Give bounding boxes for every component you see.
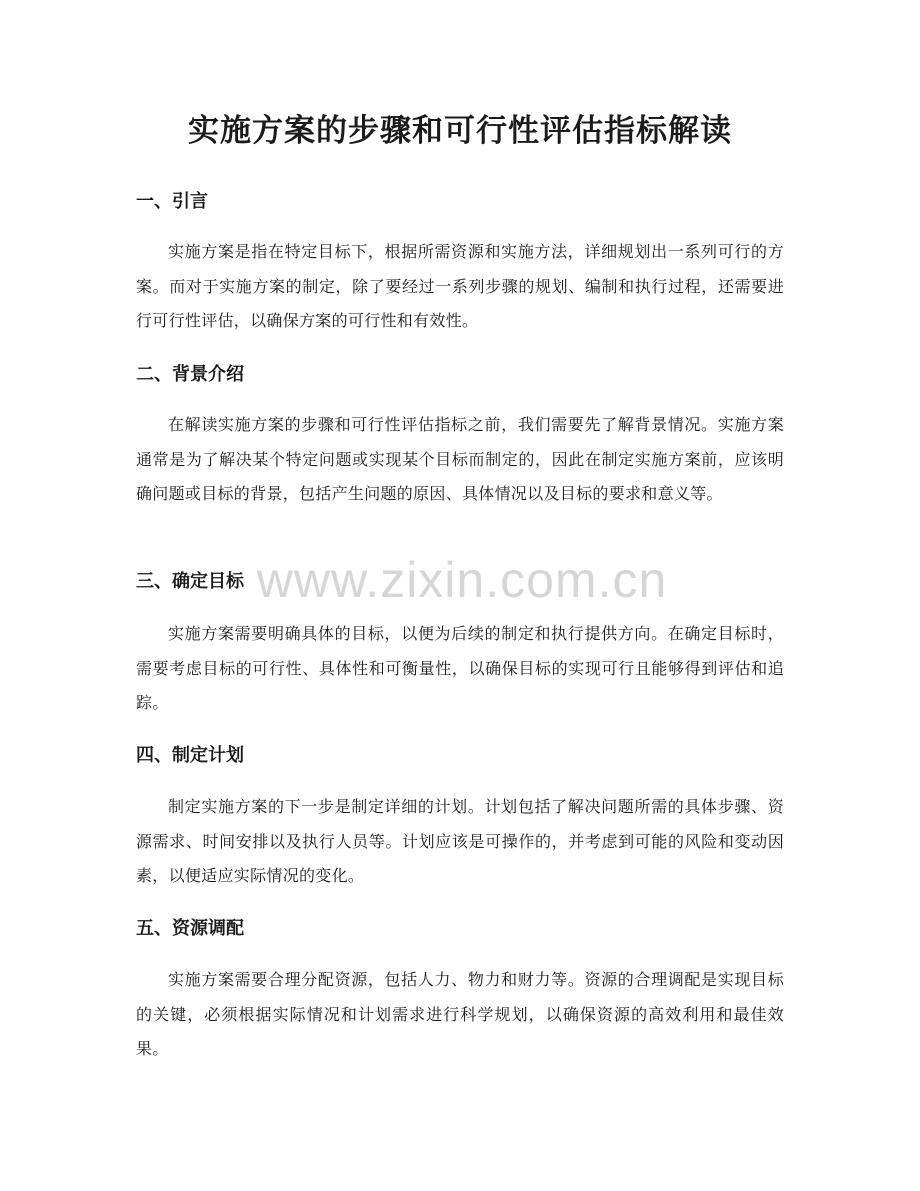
section-body-objectives: 实施方案需要明确具体的目标，以便为后续的制定和执行提供方向。在确定目标时，需要考虑目标的可行性、具体性和可衡量性，以确保目标的实现可行且能够得到评估和追踪。 xyxy=(136,624,784,712)
section-heading-objectives: 三、确定目标 xyxy=(136,571,244,592)
section-heading-planning: 四、制定计划 xyxy=(136,745,244,766)
document-title: 实施方案的步骤和可行性评估指标解读 xyxy=(188,113,732,149)
section-body-resources: 实施方案需要合理分配资源，包括人力、物力和财力等。资源的合理调配是实现目标的关键，必须根据实际情况和计划需求进行科学规划，以确保资源的高效利用和最佳效果。 xyxy=(136,970,784,1058)
watermark: www.zixin.com.cn xyxy=(256,552,668,608)
section-heading-background: 二、背景介绍 xyxy=(136,364,244,385)
section-body-background: 在解读实施方案的步骤和可行性评估指标之前，我们需要先了解背景情况。实施方案通常是为了解决某个特定问题或实现某个目标而制定的，因此在制定实施方案前，应该明确问题或目标的背景，包括产生问题的原因、具体情况以及目标的要求和意义等。 xyxy=(136,415,784,503)
section-heading-introduction: 一、引言 xyxy=(136,191,208,212)
section-body-introduction: 实施方案是指在特定目标下，根据所需资源和实施方法，详细规划出一系列可行的方案。而对于实施方案的制定，除了要经过一系列步骤的规划、编制和执行过程，还需要进行可行性评估，以确保方案的可行性和有效性。 xyxy=(136,242,784,330)
section-body-planning: 制定实施方案的下一步是制定详细的计划。计划包括了解决问题所需的具体步骤、资源需求、时间安排以及执行人员等。计划应该是可操作的，并考虑到可能的风险和变动因素，以便适应实际情况的变化。 xyxy=(136,797,784,885)
section-heading-resources: 五、资源调配 xyxy=(136,918,244,939)
